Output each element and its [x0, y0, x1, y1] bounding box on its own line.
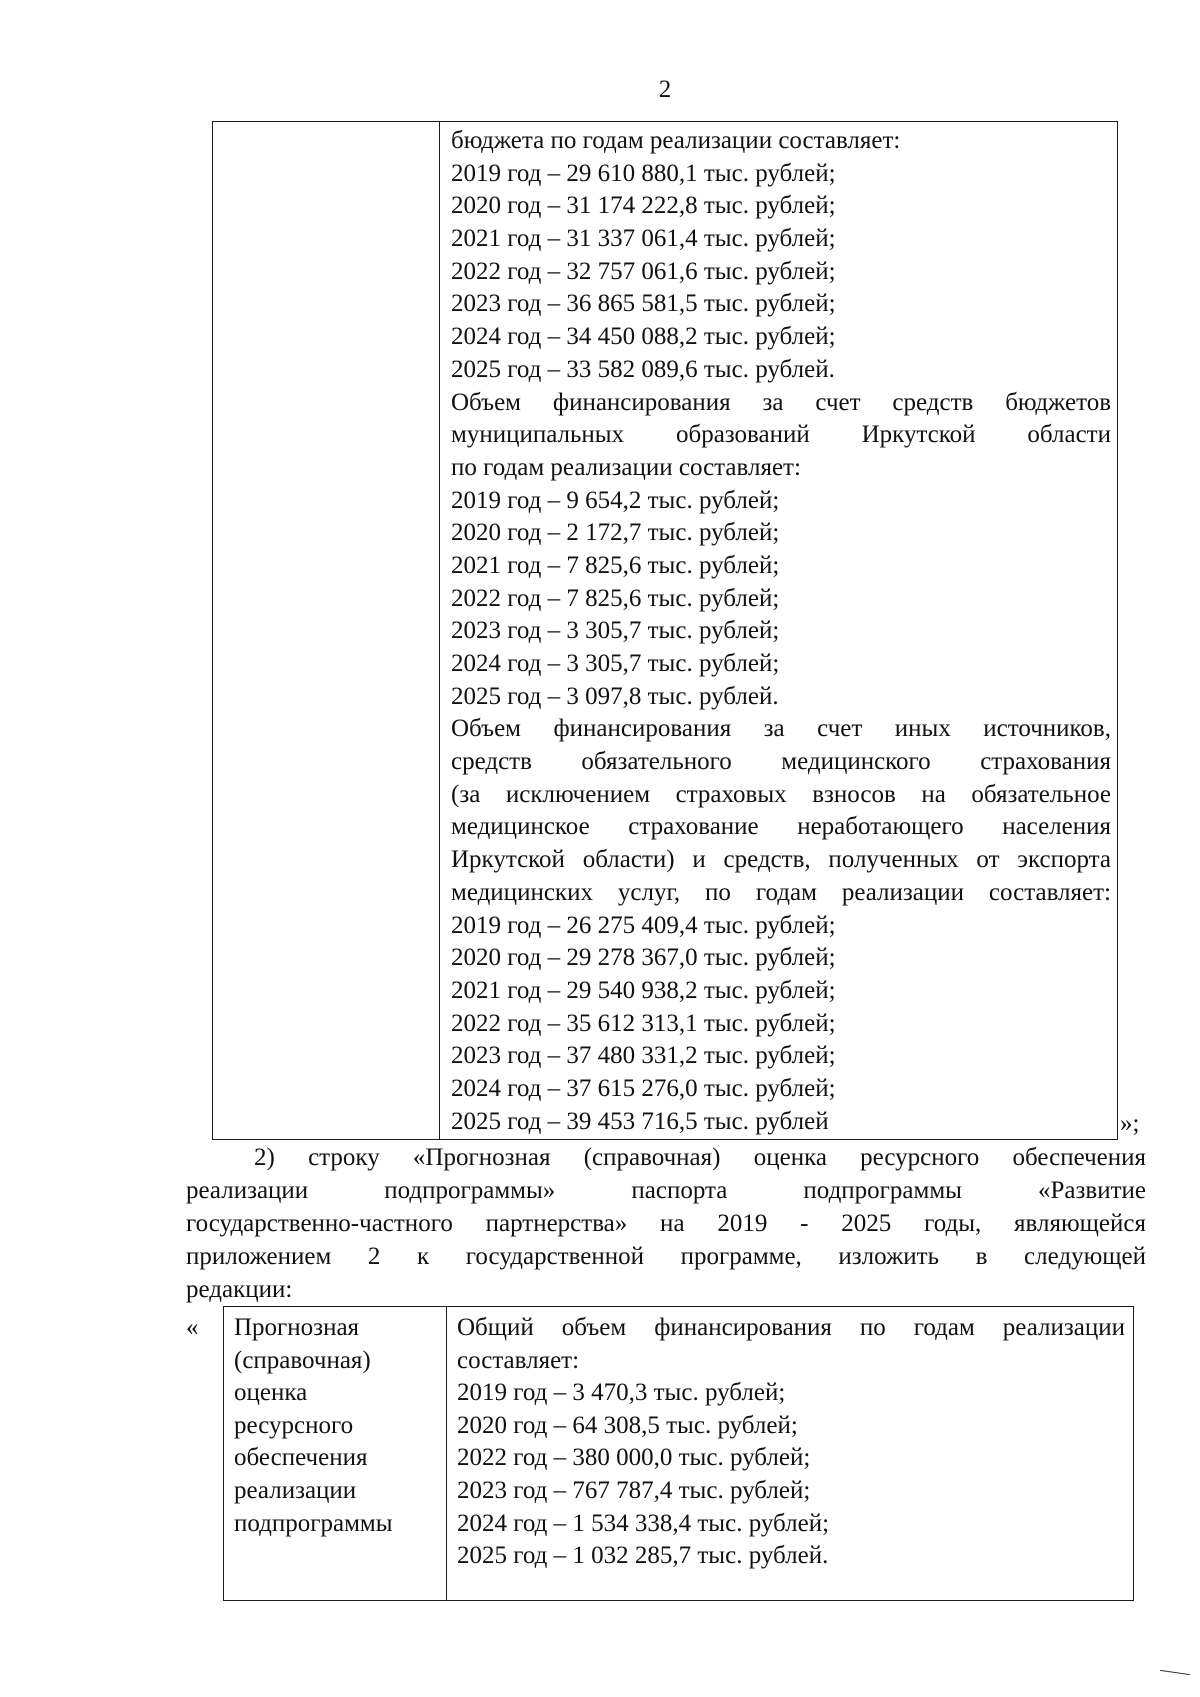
text-line: 2023 год – 767 787,4 тыс. рублей;	[457, 1476, 811, 1504]
table-cell-row-header	[234, 1312, 439, 1540]
text-line: редакции:	[186, 1276, 293, 1303]
text-line: Объем финансирования за счет иных источников,	[451, 715, 1111, 743]
text-line: Объем финансирования за счет средств бюджетов	[451, 388, 1111, 416]
text-line: (справочная)	[234, 1346, 371, 1374]
text-line: 2) строку «Прогнозная (справочная) оценка ресурсного обеспечения	[254, 1144, 1146, 1171]
text-line: (за исключением страховых взносов на обязательное	[451, 780, 1111, 808]
financing-table-continued	[212, 121, 1118, 1140]
text-line: Общий объем финансирования по годам реализации	[457, 1314, 1125, 1341]
text-line: реализации	[234, 1476, 357, 1504]
text-line: 2019 год – 29 610 880,1 тыс. рублей;	[451, 159, 836, 187]
table-column-divider	[446, 1307, 447, 1600]
text-line: составляет:	[457, 1346, 580, 1374]
text-line: 2024 год – 34 450 088,2 тыс. рублей;	[451, 323, 836, 351]
text-line: оценка	[234, 1379, 308, 1407]
text-line: 2023 год – 3 305,7 тыс. рублей;	[451, 617, 780, 645]
text-line: приложением 2 к государственной программе, изложить в следующей	[186, 1243, 1146, 1270]
text-line: Прогнозная	[234, 1314, 360, 1341]
text-line: 2024 год – 1 534 338,4 тыс. рублей;	[457, 1509, 830, 1537]
text-line: 2025 год – 33 582 089,6 тыс. рублей.	[451, 355, 835, 383]
text-line: средств обязательного медицинского страхования	[451, 748, 1111, 776]
text-line: 2025 год – 39 453 716,5 тыс. рублей	[451, 1107, 829, 1135]
text-line: государственно-частного партнерства» на 2019 - 2025 годы, являющейся	[186, 1210, 1146, 1237]
closing-quote: »;	[1120, 1110, 1140, 1137]
text-line: Иркутской области) и средств, полученных от экспорта	[451, 846, 1111, 874]
text-line: 2020 год – 29 278 367,0 тыс. рублей;	[451, 944, 836, 972]
text-line: муниципальных образований Иркутской области	[451, 421, 1111, 449]
table-cell-financing-text	[457, 1312, 1125, 1573]
text-line: 2021 год – 29 540 938,2 тыс. рублей;	[451, 976, 836, 1004]
text-line: 2019 год – 9 654,2 тыс. рублей;	[451, 486, 780, 514]
text-line: медицинских услуг, по годам реализации составляет:	[451, 878, 1111, 906]
text-line: 2022 год – 32 757 061,6 тыс. рублей;	[451, 257, 836, 285]
text-line: 2022 год – 35 612 313,1 тыс. рублей;	[451, 1009, 836, 1037]
text-line: 2023 год – 36 865 581,5 тыс. рублей;	[451, 290, 836, 318]
text-line: медицинское страхование неработающего населения	[451, 813, 1111, 841]
text-line: 2025 год – 1 032 285,7 тыс. рублей.	[457, 1542, 829, 1570]
text-line: 2020 год – 2 172,7 тыс. рублей;	[451, 519, 780, 547]
text-line: 2020 год – 64 308,5 тыс. рублей;	[457, 1411, 798, 1439]
text-line: 2019 год – 3 470,3 тыс. рублей;	[457, 1379, 786, 1407]
text-line: 2023 год – 37 480 331,2 тыс. рублей;	[451, 1042, 836, 1070]
opening-quote: «	[186, 1314, 199, 1341]
text-line: 2022 год – 7 825,6 тыс. рублей;	[451, 584, 780, 612]
text-line: 2024 год – 37 615 276,0 тыс. рублей;	[451, 1074, 836, 1102]
text-line: бюджета по годам реализации составляет:	[451, 127, 901, 154]
text-line: 2019 год – 26 275 409,4 тыс. рублей;	[451, 911, 836, 939]
page-number: 2	[658, 76, 672, 103]
table-cell-financing-text	[451, 125, 1111, 1138]
text-line: 2025 год – 3 097,8 тыс. рублей.	[451, 682, 779, 710]
text-line: по годам реализации составляет:	[451, 453, 801, 481]
corner-scan-mark	[1160, 1670, 1190, 1675]
text-line: 2024 год – 3 305,7 тыс. рублей;	[451, 650, 780, 677]
text-line: 2021 год – 7 825,6 тыс. рублей;	[451, 551, 780, 579]
forecast-resource-table	[223, 1306, 1134, 1601]
text-line: 2022 год – 380 000,0 тыс. рублей;	[457, 1444, 811, 1472]
text-line: реализации подпрограммы» паспорта подпрограммы «Развитие	[186, 1177, 1146, 1204]
text-line: ресурсного	[234, 1411, 354, 1439]
text-line: обеспечения	[234, 1444, 368, 1472]
table-column-divider	[439, 122, 440, 1139]
text-line: 2021 год – 31 337 061,4 тыс. рублей;	[451, 225, 836, 253]
text-line: подпрограммы	[234, 1509, 393, 1537]
amendment-paragraph	[186, 1141, 1146, 1306]
text-line: 2020 год – 31 174 222,8 тыс. рублей;	[451, 192, 836, 220]
